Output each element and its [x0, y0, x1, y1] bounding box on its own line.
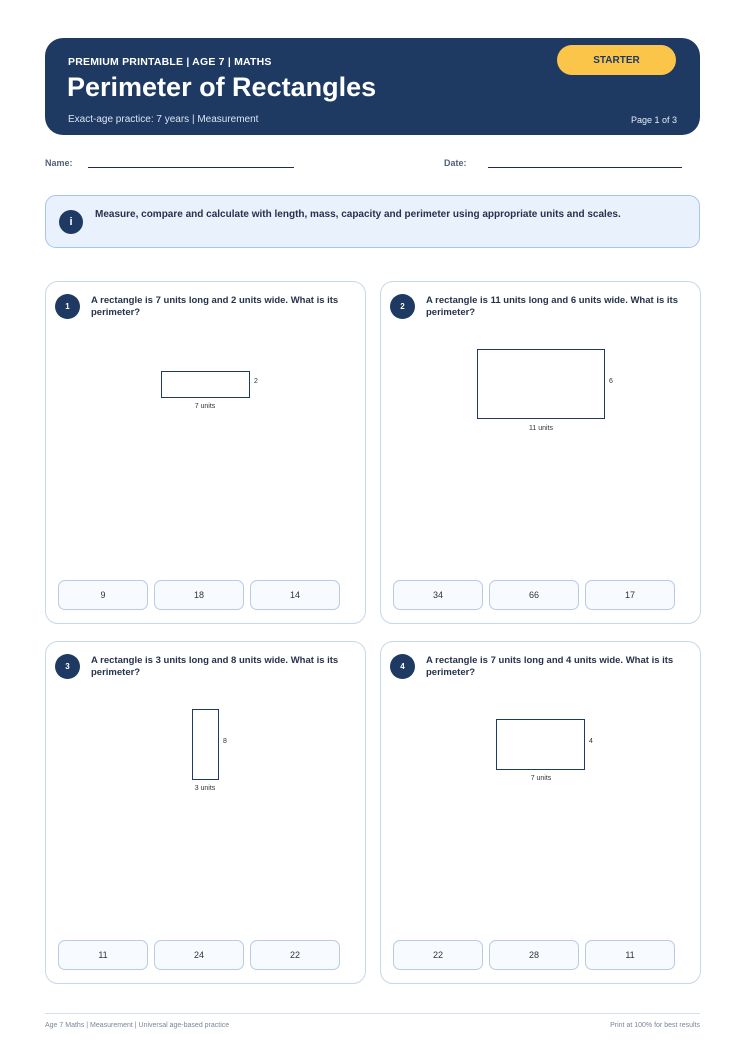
length-label: 3 units	[194, 785, 216, 792]
question-number: 1	[55, 294, 80, 319]
answer-option[interactable]: 24	[154, 940, 244, 970]
name-line[interactable]	[88, 167, 294, 168]
length-label: 11 units	[529, 425, 553, 432]
header-eyebrow: PREMIUM PRINTABLE | AGE 7 | MATHS	[68, 56, 272, 68]
rectangle-diagram	[161, 371, 250, 398]
width-label: 8	[223, 738, 227, 745]
footer-left-text: Age 7 Maths | Measurement | Universal age-based practice	[45, 1022, 230, 1029]
answer-option[interactable]: 34	[393, 580, 483, 610]
question-text: A rectangle is 7 units long and 4 units wide. What is its perimeter?	[426, 655, 674, 678]
question-text: A rectangle is 11 units long and 6 units wide. What is its perimeter?	[426, 295, 678, 318]
header-subtitle: Exact-age practice: 7 years | Measurement	[68, 114, 259, 125]
footer-right-text: Print at 100% for best results	[610, 1022, 700, 1029]
question-number: 3	[55, 654, 80, 679]
rectangle-diagram	[477, 349, 605, 419]
answer-option[interactable]: 14	[250, 580, 340, 610]
answer-option[interactable]: 17	[585, 580, 675, 610]
rectangle-diagram	[192, 709, 219, 780]
page-indicator: Page 1 of 3	[630, 115, 677, 125]
answer-option[interactable]: 22	[250, 940, 340, 970]
worksheet-header	[45, 38, 700, 135]
page-title: Perimeter of Rectangles	[67, 72, 377, 102]
info-text: Measure, compare and calculate with length, mass, capacity and perimeter using appropriate units and scales.	[95, 209, 621, 220]
question-number: 4	[390, 654, 415, 679]
length-label: 7 units	[194, 403, 216, 410]
answer-option[interactable]: 28	[489, 940, 579, 970]
width-label: 6	[609, 378, 613, 385]
date-line[interactable]	[488, 167, 682, 168]
rectangle-diagram	[496, 719, 585, 770]
question-number: 2	[390, 294, 415, 319]
level-badge: STARTER	[557, 45, 676, 75]
name-label: Name:	[45, 158, 73, 168]
question-card-1	[45, 281, 366, 624]
question-text: A rectangle is 3 units long and 8 units wide. What is its perimeter?	[91, 655, 339, 678]
answer-option[interactable]: 66	[489, 580, 579, 610]
question-card-4	[380, 641, 701, 984]
answer-option[interactable]: 22	[393, 940, 483, 970]
date-label: Date:	[444, 158, 467, 168]
info-icon: i	[59, 210, 83, 234]
question-card-3	[45, 641, 366, 984]
answer-option[interactable]: 11	[58, 940, 148, 970]
footer-divider	[45, 1013, 700, 1014]
answer-option[interactable]: 9	[58, 580, 148, 610]
answer-option[interactable]: 11	[585, 940, 675, 970]
width-label: 4	[589, 738, 593, 745]
info-banner	[45, 195, 700, 248]
question-text: A rectangle is 7 units long and 2 units wide. What is its perimeter?	[91, 295, 339, 318]
answer-option[interactable]: 18	[154, 580, 244, 610]
width-label: 2	[254, 378, 258, 385]
question-card-2	[380, 281, 701, 624]
length-label: 7 units	[530, 775, 552, 782]
